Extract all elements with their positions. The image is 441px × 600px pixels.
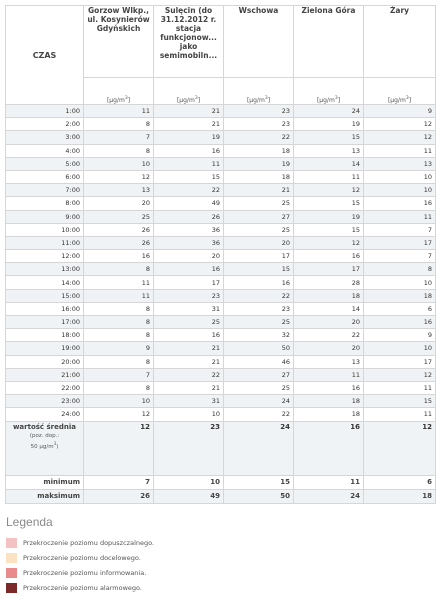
table-row <box>6 250 436 263</box>
value-cell: 13 <box>294 355 364 368</box>
average-row <box>6 421 436 475</box>
value-cell: 22 <box>224 131 294 144</box>
value-cell: 10 <box>84 395 154 408</box>
unit-label: $[\mu g/m^3]$ <box>154 78 224 105</box>
time-cell: 1:00 <box>6 105 84 118</box>
unit-label: $[\mu g/m^3]$ <box>294 78 364 105</box>
maximum-label: maksimum <box>6 489 84 503</box>
value-cell: 16 <box>224 276 294 289</box>
time-cell: 21:00 <box>6 368 84 381</box>
value-cell: 16 <box>154 263 224 276</box>
time-cell: 16:00 <box>6 302 84 315</box>
value-cell: 10 <box>154 408 224 421</box>
station-header[interactable]: Wschowa <box>224 6 294 78</box>
legend-swatch <box>6 583 17 593</box>
value-cell: 18 <box>224 170 294 183</box>
unit-label: $[\mu g/m^3]$ <box>84 78 154 105</box>
time-cell: 14:00 <box>6 276 84 289</box>
table-row <box>6 170 436 183</box>
value-cell: 46 <box>224 355 294 368</box>
value-cell: 19 <box>294 118 364 131</box>
value-cell: 31 <box>154 395 224 408</box>
value-cell: 23 <box>154 289 224 302</box>
value-cell: 50 <box>224 342 294 355</box>
value-cell: 8 <box>84 302 154 315</box>
value-cell: 9 <box>364 329 436 342</box>
value-cell: 20 <box>224 236 294 249</box>
value-cell: 16 <box>154 329 224 342</box>
value-cell: 20 <box>84 197 154 210</box>
time-cell: 24:00 <box>6 408 84 421</box>
value-cell: 10 <box>364 276 436 289</box>
table-row <box>6 289 436 302</box>
average-value: 12 <box>84 421 154 475</box>
value-cell: 14 <box>294 157 364 170</box>
time-cell: 10:00 <box>6 223 84 236</box>
value-cell: 10 <box>364 184 436 197</box>
legend-swatch <box>6 553 17 563</box>
time-cell: 22:00 <box>6 381 84 394</box>
value-cell: 21 <box>154 105 224 118</box>
maximum-value: 49 <box>154 489 224 503</box>
value-cell: 9 <box>364 105 436 118</box>
table-row <box>6 263 436 276</box>
table-row <box>6 355 436 368</box>
legend-item <box>6 550 436 565</box>
minimum-value: 15 <box>224 475 294 489</box>
maximum-row <box>6 489 436 503</box>
station-header[interactable]: Żary <box>364 6 436 78</box>
value-cell: 36 <box>154 223 224 236</box>
value-cell: 22 <box>224 408 294 421</box>
value-cell: 21 <box>154 118 224 131</box>
value-cell: 18 <box>294 395 364 408</box>
minimum-row <box>6 475 436 489</box>
value-cell: 25 <box>224 381 294 394</box>
value-cell: 11 <box>154 157 224 170</box>
value-cell: 22 <box>154 184 224 197</box>
value-cell: 26 <box>84 223 154 236</box>
value-cell: 15 <box>224 263 294 276</box>
time-cell: 9:00 <box>6 210 84 223</box>
minimum-value: 6 <box>364 475 436 489</box>
value-cell: 9 <box>84 342 154 355</box>
minimum-value: 11 <box>294 475 364 489</box>
average-note: (poz. dop.: 50 $\mu g/m^3$) <box>29 432 60 450</box>
value-cell: 21 <box>154 381 224 394</box>
value-cell: 11 <box>364 144 436 157</box>
value-cell: 20 <box>154 250 224 263</box>
table-row <box>6 157 436 170</box>
value-cell: 17 <box>294 263 364 276</box>
value-cell: 10 <box>364 170 436 183</box>
unit-label: $[\mu g/m^3]$ <box>364 78 436 105</box>
maximum-value: 26 <box>84 489 154 503</box>
minimum-value: 7 <box>84 475 154 489</box>
value-cell: 23 <box>224 302 294 315</box>
minimum-value: 10 <box>154 475 224 489</box>
station-header[interactable]: Zielona Góra <box>294 6 364 78</box>
time-cell: 20:00 <box>6 355 84 368</box>
legend-item-label: Przekroczenie poziomu docelowego. <box>23 553 141 562</box>
time-cell: 7:00 <box>6 184 84 197</box>
value-cell: 20 <box>294 342 364 355</box>
table-row <box>6 316 436 329</box>
value-cell: 12 <box>294 236 364 249</box>
value-cell: 27 <box>224 210 294 223</box>
legend-item <box>6 565 436 580</box>
value-cell: 16 <box>84 250 154 263</box>
value-cell: 18 <box>364 289 436 302</box>
value-cell: 15 <box>154 170 224 183</box>
value-cell: 22 <box>294 329 364 342</box>
value-cell: 8 <box>84 381 154 394</box>
station-header[interactable]: Sulęcin (do 31.12.2012 r. stacja funkcjonow... jako semimobiln... <box>154 6 224 78</box>
table-row <box>6 105 436 118</box>
value-cell: 8 <box>84 263 154 276</box>
legend-item-label: Przekroczenie poziomu informowania. <box>23 568 147 577</box>
value-cell: 21 <box>154 355 224 368</box>
value-cell: 21 <box>154 342 224 355</box>
value-cell: 7 <box>364 223 436 236</box>
value-cell: 13 <box>364 157 436 170</box>
table-row <box>6 197 436 210</box>
table-row <box>6 395 436 408</box>
value-cell: 16 <box>364 197 436 210</box>
value-cell: 15 <box>294 223 364 236</box>
time-cell: 15:00 <box>6 289 84 302</box>
value-cell: 11 <box>364 381 436 394</box>
maximum-value: 18 <box>364 489 436 503</box>
value-cell: 16 <box>294 381 364 394</box>
legend-item-label: Przekroczenie poziomu alarmowego. <box>23 583 142 592</box>
summary-rows <box>6 421 436 503</box>
value-cell: 13 <box>294 144 364 157</box>
value-cell: 25 <box>84 210 154 223</box>
value-cell: 7 <box>84 368 154 381</box>
time-cell: 8:00 <box>6 197 84 210</box>
value-cell: 18 <box>294 289 364 302</box>
value-cell: 15 <box>294 131 364 144</box>
value-cell: 12 <box>294 184 364 197</box>
time-cell: 19:00 <box>6 342 84 355</box>
value-cell: 25 <box>224 223 294 236</box>
value-cell: 27 <box>224 368 294 381</box>
value-cell: 25 <box>224 316 294 329</box>
time-cell: 6:00 <box>6 170 84 183</box>
average-value: 12 <box>364 421 436 475</box>
value-cell: 8 <box>84 355 154 368</box>
value-cell: 7 <box>84 131 154 144</box>
minimum-label: minimum <box>6 475 84 489</box>
value-cell: 12 <box>84 170 154 183</box>
value-cell: 14 <box>294 302 364 315</box>
value-cell: 8 <box>84 144 154 157</box>
time-cell: 18:00 <box>6 329 84 342</box>
value-cell: 8 <box>84 118 154 131</box>
table-row <box>6 118 436 131</box>
time-cell: 5:00 <box>6 157 84 170</box>
value-cell: 26 <box>84 236 154 249</box>
value-cell: 11 <box>84 105 154 118</box>
value-cell: 19 <box>294 210 364 223</box>
value-cell: 12 <box>364 131 436 144</box>
value-cell: 22 <box>154 368 224 381</box>
legend <box>6 515 436 595</box>
value-cell: 17 <box>364 355 436 368</box>
value-cell: 36 <box>154 236 224 249</box>
value-cell: 49 <box>154 197 224 210</box>
time-cell: 3:00 <box>6 131 84 144</box>
value-cell: 10 <box>364 342 436 355</box>
value-cell: 32 <box>224 329 294 342</box>
table-row <box>6 236 436 249</box>
time-cell: 13:00 <box>6 263 84 276</box>
table-row <box>6 368 436 381</box>
station-header[interactable]: Gorzow Wlkp., ul. Kosynierów Gdyńskich <box>84 6 154 78</box>
value-cell: 17 <box>154 276 224 289</box>
value-cell: 8 <box>364 263 436 276</box>
value-cell: 8 <box>84 316 154 329</box>
value-cell: 18 <box>294 408 364 421</box>
unit-label: $[\mu g/m^3]$ <box>224 78 294 105</box>
value-cell: 16 <box>154 144 224 157</box>
maximum-value: 24 <box>294 489 364 503</box>
value-cell: 13 <box>84 184 154 197</box>
value-cell: 16 <box>364 316 436 329</box>
value-cell: 11 <box>84 289 154 302</box>
legend-swatch <box>6 568 17 578</box>
value-cell: 31 <box>154 302 224 315</box>
value-cell: 23 <box>224 118 294 131</box>
value-cell: 11 <box>364 408 436 421</box>
value-cell: 12 <box>364 118 436 131</box>
average-value: 16 <box>294 421 364 475</box>
time-column-header[interactable]: CZAS <box>6 6 84 105</box>
table-row <box>6 342 436 355</box>
table-row <box>6 184 436 197</box>
legend-item <box>6 580 436 595</box>
value-cell: 15 <box>364 395 436 408</box>
table-row <box>6 381 436 394</box>
value-cell: 11 <box>294 368 364 381</box>
time-cell: 17:00 <box>6 316 84 329</box>
value-cell: 6 <box>364 302 436 315</box>
header-row <box>6 6 436 78</box>
time-cell: 4:00 <box>6 144 84 157</box>
value-cell: 19 <box>224 157 294 170</box>
value-cell: 16 <box>294 250 364 263</box>
table-row <box>6 302 436 315</box>
value-cell: 24 <box>294 105 364 118</box>
value-cell: 19 <box>154 131 224 144</box>
value-cell: 22 <box>224 289 294 302</box>
value-cell: 12 <box>84 408 154 421</box>
value-cell: 17 <box>224 250 294 263</box>
value-cell: 17 <box>364 236 436 249</box>
value-cell: 11 <box>364 210 436 223</box>
value-cell: 10 <box>84 157 154 170</box>
table-row <box>6 223 436 236</box>
value-cell: 7 <box>364 250 436 263</box>
value-cell: 11 <box>294 170 364 183</box>
time-cell: 23:00 <box>6 395 84 408</box>
legend-item <box>6 535 436 550</box>
value-cell: 26 <box>154 210 224 223</box>
value-cell: 18 <box>224 144 294 157</box>
time-cell: 2:00 <box>6 118 84 131</box>
legend-title: Legenda <box>6 515 53 529</box>
value-cell: 25 <box>154 316 224 329</box>
average-label <box>6 421 84 475</box>
average-value: 23 <box>154 421 224 475</box>
value-cell: 21 <box>224 184 294 197</box>
table-row <box>6 210 436 223</box>
value-cell: 12 <box>364 368 436 381</box>
table-row <box>6 329 436 342</box>
table-row <box>6 276 436 289</box>
value-cell: 28 <box>294 276 364 289</box>
value-cell: 23 <box>224 105 294 118</box>
maximum-value: 50 <box>224 489 294 503</box>
measurement-table <box>5 5 436 504</box>
average-value: 24 <box>224 421 294 475</box>
value-cell: 20 <box>294 316 364 329</box>
table-row <box>6 144 436 157</box>
value-cell: 24 <box>224 395 294 408</box>
time-cell: 12:00 <box>6 250 84 263</box>
value-cell: 8 <box>84 329 154 342</box>
table-row <box>6 131 436 144</box>
time-cell: 11:00 <box>6 236 84 249</box>
hourly-values <box>6 105 436 422</box>
value-cell: 25 <box>224 197 294 210</box>
legend-item-label: Przekroczenie poziomu dopuszczalnego. <box>23 538 155 547</box>
table-row <box>6 408 436 421</box>
value-cell: 15 <box>294 197 364 210</box>
legend-swatch <box>6 538 17 548</box>
average-title: wartość średnia <box>12 422 77 431</box>
value-cell: 11 <box>84 276 154 289</box>
